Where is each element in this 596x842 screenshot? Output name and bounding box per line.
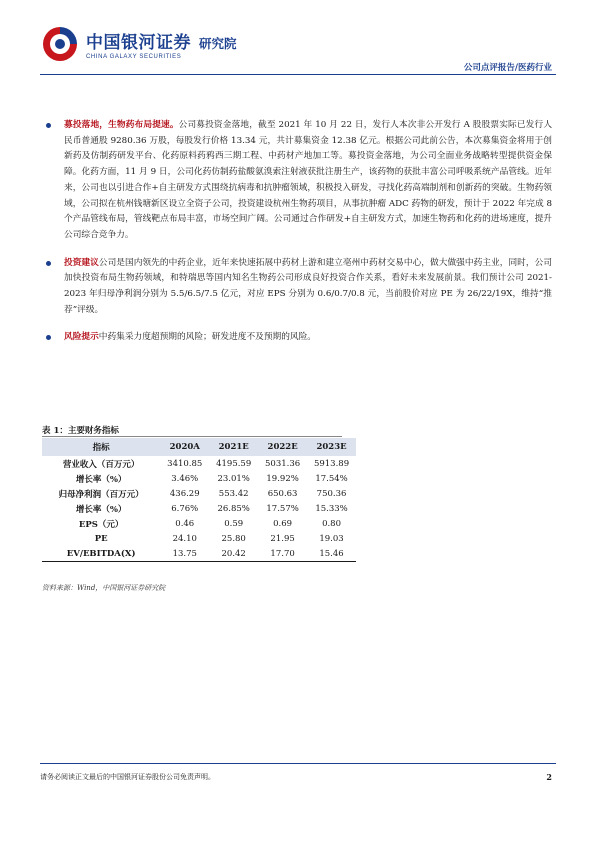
brand-name-cn: 中国银河证券	[86, 33, 191, 53]
table-header-row	[42, 438, 356, 456]
table-cell: 15.46	[307, 546, 356, 562]
table-cell: 20.42	[209, 546, 258, 562]
table-cell: 5031.36	[265, 458, 301, 469]
table-cell: 15.33%	[315, 503, 348, 514]
table-cell: 436.29	[169, 488, 200, 499]
header-divider	[40, 74, 556, 75]
table-row	[42, 486, 356, 501]
table-header: 2021E	[209, 438, 258, 456]
table-row	[42, 546, 356, 562]
brand-institute: 研究院	[199, 36, 237, 51]
bullet-funding	[42, 118, 552, 244]
bullet-text: 公司是国内领先的中药企业，近年来快速拓展中药材上游和建立亳州中药材交易中心，做大做强中药主业，同时，公司加快投资布局生物药领域，和特瑞思等国内知名生物药公司形成良好投资合作关系，看好未来发展前景。我们预计公司 2021-2023 年归母净利润分别为 5.5/6.5/7.5 亿元，对应 EPS 分别为 0.6/0.7/0.8 元，当前股价对应 PE 为 26/22/19X，维持“推荐”评级。	[64, 257, 553, 315]
bullet-icon	[46, 123, 51, 128]
bullet-risk	[42, 330, 552, 346]
row-label: PE	[94, 533, 108, 544]
table-cell: 24.10	[172, 533, 197, 544]
table-header: 2020A	[160, 438, 209, 456]
table-cell: 0.69	[273, 518, 293, 529]
bullet-label: 风险提示	[64, 332, 99, 343]
table-row	[42, 456, 356, 471]
financial-table	[42, 438, 356, 562]
table-cell: 25.80	[221, 533, 246, 544]
table-cell: 13.75	[160, 546, 209, 562]
row-label: 增长率（%）	[75, 474, 127, 485]
table-cell: 3.46%	[171, 473, 199, 484]
table-row	[42, 471, 356, 486]
row-label: 增长率（%）	[75, 504, 127, 515]
row-label: EV/EBITDA(X)	[42, 546, 160, 562]
company-logo	[40, 22, 237, 66]
table-cell: 0.46	[175, 518, 195, 529]
table-cell: 26.85%	[217, 503, 250, 514]
bullet-label: 投资建议	[64, 257, 99, 268]
brand-name-en: CHINA GALAXY SECURITIES	[86, 54, 182, 60]
table-cell: 750.36	[316, 488, 347, 499]
bullet-text: 中药集采力度超预期的风险；研发进度不及预期的风险。	[98, 332, 316, 343]
table-cell: 17.57%	[266, 503, 299, 514]
table-cell: 3410.85	[167, 458, 203, 469]
row-label: 营业收入（百万元）	[62, 459, 140, 470]
table-cell: 5913.89	[313, 458, 350, 469]
table-source: 资料来源：Wind，中国银河证券研究院	[42, 584, 166, 592]
report-type: 公司点评报告/医药行业	[463, 63, 552, 73]
logo-text	[86, 28, 237, 60]
table-cell: 4195.59	[216, 458, 252, 469]
table-header: 2022E	[258, 438, 307, 456]
galaxy-logo-icon	[40, 24, 80, 64]
table-row	[42, 501, 356, 516]
table-header: 指标	[42, 438, 160, 456]
bullet-label: 募投落地，生物药布局提速。	[64, 120, 179, 130]
table-row	[42, 516, 356, 531]
table-cell: 17.70	[258, 546, 307, 562]
table-cell: 21.95	[270, 533, 295, 544]
table-caption: 表 1：主要财务指标	[42, 426, 119, 436]
table-cell: 553.42	[218, 488, 249, 499]
bullet-list	[42, 118, 552, 358]
table-cell: 0.80	[322, 518, 341, 529]
footer-divider	[40, 763, 556, 764]
row-label: EPS（元）	[78, 519, 124, 530]
footer-disclaimer: 请务必阅读正文最后的中国银河证券股份公司免责声明。	[40, 773, 215, 781]
table-row	[42, 531, 356, 546]
table-caption-rule	[42, 436, 342, 437]
bullet-icon	[46, 335, 51, 340]
table-cell: 650.63	[267, 488, 298, 499]
table-cell: 0.59	[224, 518, 244, 529]
bullet-text: 公司募投资金落地，截至 2021 年 10 月 22 日，发行人本次非公开发行 A 股股票实际已发行人民币普通股 9280.36 万股，每股发行价格 13.34 元，共计募集资金 12.38 亿元。根据公司此前公告，本次募集资金将用于创新药及仿制药研发平台、化药原料药鸦西三期工程、中药材产地加工等。募投资金落地，为公司全面业务战略转型提供资金保障。化药方面，11 月 9 日，公司化药仿制药盐酸氨溴索注射液获批注册生产，该药物的获批丰富公司呼吸系统产品管线。近年来，公司也以引进合作+自主研发方式围绕抗病毒和抗肿瘤领域，积极投入研发，寻找化药高端制剂和创新药的突破。生物药领域，公司拟在杭州钱塘新区设立全资子公司，投资建设杭州生物药项目，从事抗肿瘤 ADC 药物的研发，预计于 2022 年完成 8 个产品管线布局，管线靶点布局丰富，市场空间广阔。公司通过合作研发+自主研发方式，加速生物药和化药的进场速度，提升公司综合竞争力。	[64, 120, 553, 240]
table-cell: 23.01%	[217, 473, 250, 484]
table-cell: 19.92%	[266, 473, 299, 484]
row-label: 归母净利润（百万元）	[58, 489, 144, 500]
table-cell: 6.76%	[171, 503, 199, 514]
page-number: 2	[546, 772, 552, 782]
table-header: 2023E	[307, 438, 356, 456]
table-cell: 19.03	[319, 533, 344, 544]
table-cell: 17.54%	[315, 473, 348, 484]
bullet-investment	[42, 256, 552, 319]
bullet-icon	[46, 261, 51, 266]
